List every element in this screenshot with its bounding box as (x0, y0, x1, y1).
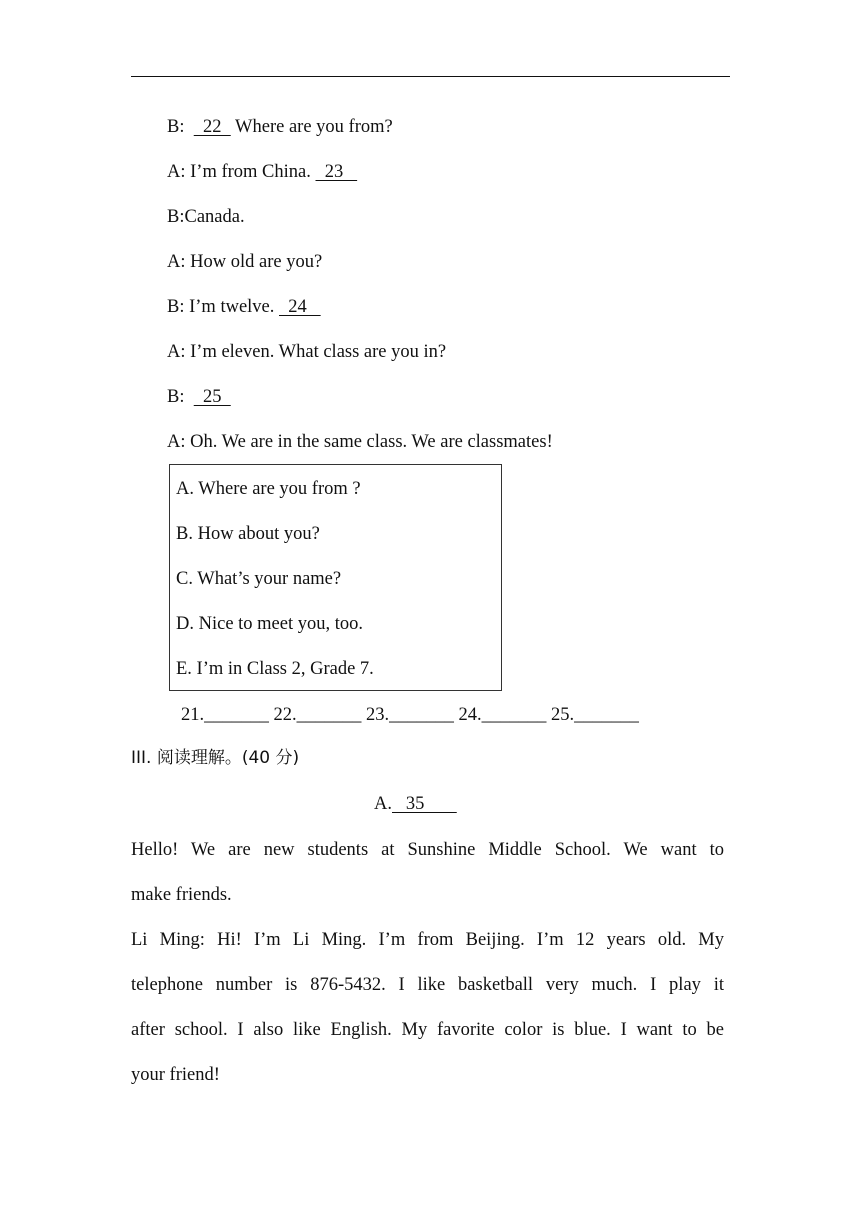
passage-label (374, 792, 457, 816)
dialogue-text: How old are you? (185, 252, 323, 272)
blank-25[interactable]: 25 (193, 387, 231, 407)
speaker: B: (167, 207, 185, 227)
blank-35[interactable]: 35 (392, 794, 457, 814)
passage-line: make friends. (131, 885, 232, 905)
option-a: A. Where are you from ? (176, 479, 361, 499)
blank-23[interactable]: 23 (315, 162, 358, 182)
blank-22[interactable]: 22 (193, 117, 231, 137)
answer-blanks-line[interactable]: 21._______ 22._______ 23._______ 24._______ 25._______ (181, 705, 639, 725)
dialogue-line (167, 340, 446, 364)
dialogue-text: I’m from China. (185, 162, 316, 182)
passage-line: telephone number is 876-5432. I like basketball very much. I play it (131, 975, 724, 995)
dialogue-text: I’m twelve. (184, 297, 280, 317)
dialogue-text: Canada. (184, 207, 245, 227)
dialogue-line (167, 385, 231, 409)
option-c: C. What’s your name? (176, 569, 342, 589)
dialogue-text: Where are you from? (230, 117, 393, 137)
dialogue-line (167, 430, 553, 454)
option-d: D. Nice to meet you, too. (176, 614, 364, 634)
dialogue-line (167, 115, 393, 139)
passage-line: after school. I also like English. My favorite color is blue. I want to be (131, 1020, 724, 1040)
dialogue-line (167, 205, 245, 229)
dialogue-line (167, 295, 321, 319)
speaker: B: (167, 117, 185, 137)
section-title: III. 阅读理解。(40 分) (131, 748, 300, 768)
speaker: A: (167, 432, 186, 452)
speaker: A: (167, 252, 186, 272)
dialogue-text: I’m eleven. What class are you in? (185, 342, 447, 362)
dialogue-line (167, 250, 322, 274)
speaker: A: (167, 162, 186, 182)
dialogue-text: Oh. We are in the same class. We are classmates! (185, 432, 553, 452)
passage-line: Hello! We are new students at Sunshine Middle School. We want to (131, 840, 724, 860)
blank-24[interactable]: 24 (279, 297, 321, 317)
dialogue-line (167, 160, 357, 184)
passage-line: your friend! (131, 1065, 220, 1085)
option-e: E. I’m in Class 2, Grade 7. (176, 659, 374, 679)
speaker: A: (167, 342, 186, 362)
speaker: B: (167, 297, 185, 317)
option-b: B. How about you? (176, 524, 320, 544)
speaker: B: (167, 387, 185, 407)
passage-line: Li Ming: Hi! I’m Li Ming. I’m from Beijing. I’m 12 years old. My (131, 930, 724, 950)
header-rule (131, 76, 730, 77)
passage-label-prefix: A. (374, 794, 392, 814)
options-box (169, 464, 502, 691)
